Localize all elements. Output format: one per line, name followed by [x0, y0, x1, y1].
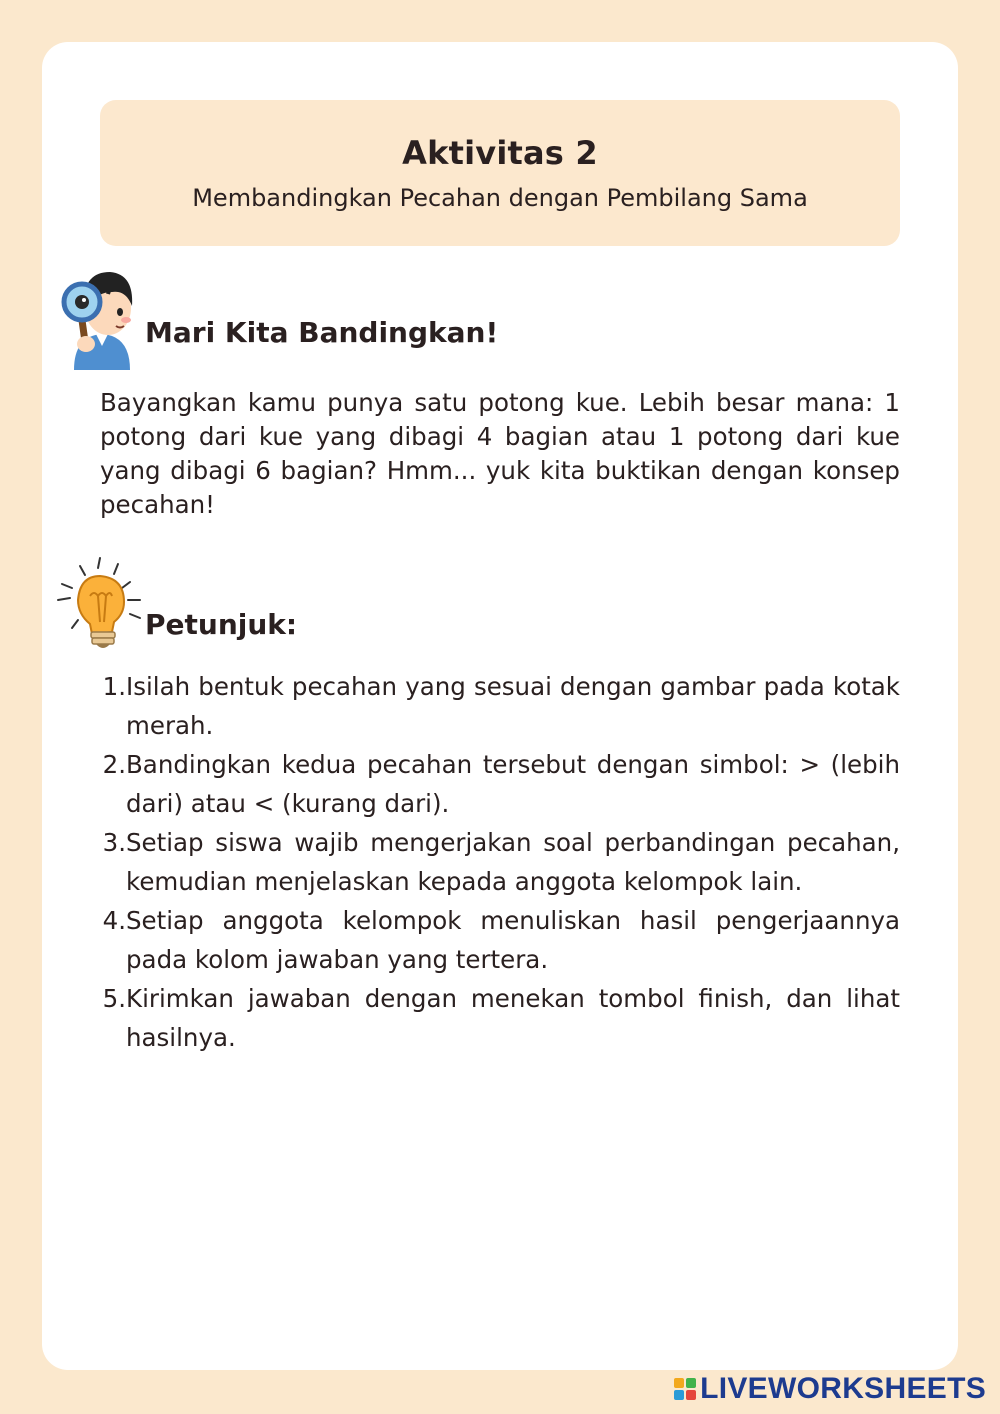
instruction-number: 4. — [102, 906, 126, 935]
lightbulb-icon — [54, 556, 146, 656]
liveworksheets-logo[interactable] — [674, 1372, 986, 1406]
boy-with-magnifier-icon — [60, 262, 140, 372]
instruction-item — [100, 979, 900, 1057]
instruction-text: Bandingkan kedua pecahan tersebut dengan simbol: > (lebih dari) atau < (kurang dari). — [126, 750, 900, 818]
liveworksheets-logo-icon — [674, 1378, 696, 1400]
instruction-text: Isilah bentuk pecahan yang sesuai dengan gambar pada kotak merah. — [126, 672, 900, 740]
activity-title: Aktivitas 2 — [402, 134, 598, 172]
instruction-number: 1. — [102, 672, 126, 701]
instruction-number: 3. — [102, 828, 126, 857]
instructions-heading: Petunjuk: — [145, 608, 298, 641]
logo-text: LIVEWORKSHEETS — [700, 1372, 986, 1405]
activity-subtitle: Membandingkan Pecahan dengan Pembilang Sama — [192, 184, 808, 212]
instruction-item — [100, 667, 900, 745]
instruction-item — [100, 745, 900, 823]
instruction-item — [100, 823, 900, 901]
intro-heading: Mari Kita Bandingkan! — [145, 316, 499, 349]
instruction-text: Setiap anggota kelompok menuliskan hasil pengerjaannya pada kolom jawaban yang tertera. — [126, 906, 900, 974]
instruction-number: 2. — [102, 750, 126, 779]
instruction-text: Setiap siswa wajib mengerjakan soal perbandingan pecahan, kemudian menjelaskan kepada anggota kelompok lain. — [126, 828, 900, 896]
intro-paragraph: Bayangkan kamu punya satu potong kue. Lebih besar mana: 1 potong dari kue yang dibagi 4 bagian atau 1 potong dari kue yang dibagi 6 bagian? Hmm... yuk kita buktikan dengan konsep pecahan! — [100, 388, 900, 519]
instruction-list — [100, 667, 900, 1057]
instruction-text: Kirimkan jawaban dengan menekan tombol finish, dan lihat hasilnya. — [126, 984, 900, 1052]
instruction-item — [100, 901, 900, 979]
instruction-number: 5. — [102, 984, 126, 1013]
activity-header — [100, 100, 900, 246]
